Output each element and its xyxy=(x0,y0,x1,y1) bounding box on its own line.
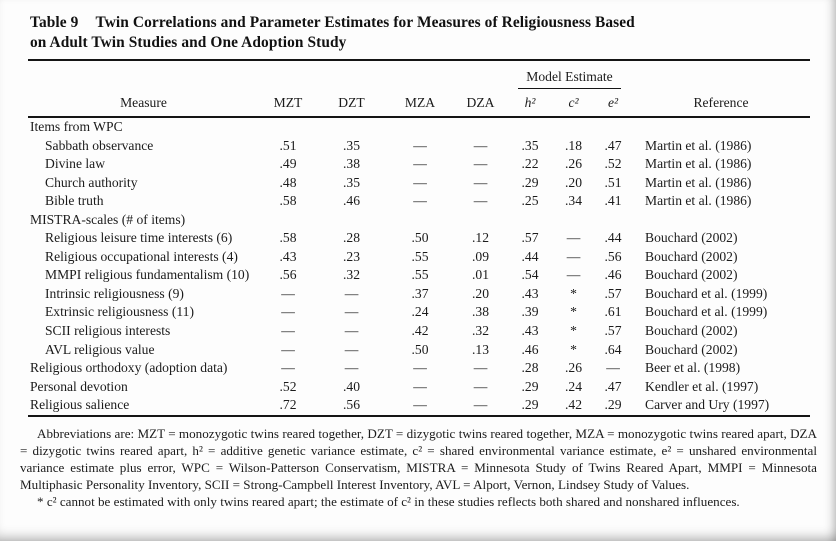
e2-cell: — xyxy=(606,360,620,376)
h2-cell: .44 xyxy=(521,248,539,264)
mzt-cell: — xyxy=(281,285,295,301)
e2-cell: .41 xyxy=(604,193,622,209)
c2-cell: .34 xyxy=(565,193,582,209)
reference-cell: Bouchard (2002) xyxy=(645,323,738,339)
dzt-cell: .38 xyxy=(343,156,360,172)
reference-cell: Martin et al. (1986) xyxy=(645,174,752,190)
c2-cell: * xyxy=(570,304,577,320)
dza-cell: .12 xyxy=(472,230,489,246)
dza-cell: — xyxy=(473,174,488,190)
reference-cell: Martin et al. (1986) xyxy=(645,156,752,172)
mzt-cell: — xyxy=(281,360,295,376)
table-section-row xyxy=(28,117,810,137)
e2-cell: .47 xyxy=(604,378,622,394)
mza-cell: .37 xyxy=(411,285,429,301)
mza-cell: .42 xyxy=(411,323,429,339)
e2-cell: .64 xyxy=(604,341,622,357)
c2-cell: * xyxy=(570,285,577,301)
mza-cell: — xyxy=(413,378,427,394)
h2-cell: .22 xyxy=(521,156,539,172)
dzt-cell: .35 xyxy=(343,174,360,190)
dzt-cell: — xyxy=(344,360,359,376)
table-row xyxy=(28,285,810,304)
table-header xyxy=(28,60,810,117)
measure-cell: AVL religious value xyxy=(45,341,155,357)
col-header-dzt: DZT xyxy=(338,94,365,110)
section-label: MISTRA-scales (# of items) xyxy=(30,211,186,227)
mzt-cell: .49 xyxy=(279,156,297,172)
table-title-line2: on Adult Twin Studies and One Adoption Study xyxy=(30,33,347,51)
e2-cell: .56 xyxy=(604,248,622,264)
table-body xyxy=(28,117,810,416)
col-header-mzt: MZT xyxy=(273,94,303,110)
column-header-row xyxy=(28,89,810,117)
dza-cell: .38 xyxy=(472,304,489,320)
dza-cell: .09 xyxy=(472,248,489,264)
col-header-dza: DZA xyxy=(466,94,495,110)
reference-cell: Bouchard et al. (1999) xyxy=(645,304,768,320)
reference-cell: Bouchard (2002) xyxy=(645,248,738,264)
dzt-cell: .28 xyxy=(343,230,360,246)
c2-cell: .26 xyxy=(565,156,582,172)
e2-cell: .61 xyxy=(604,304,622,320)
c2-cell: .20 xyxy=(565,174,582,190)
spanner-spacer xyxy=(632,60,810,89)
table-title xyxy=(30,13,635,52)
measure-cell: Bible truth xyxy=(45,193,104,209)
mzt-cell: — xyxy=(281,323,295,339)
h2-cell: .29 xyxy=(521,174,539,190)
c2-cell: .18 xyxy=(565,137,582,153)
table-row xyxy=(28,229,810,248)
measure-cell: SCII religious interests xyxy=(45,323,171,339)
col-header-reference: Reference xyxy=(693,94,749,110)
table-row xyxy=(28,174,810,193)
h2-cell: .29 xyxy=(521,378,539,394)
measure-cell: Personal devotion xyxy=(30,378,128,394)
table-row xyxy=(28,322,810,341)
h2-cell: .39 xyxy=(521,304,539,320)
mzt-cell: .56 xyxy=(279,267,297,283)
c2-cell: * xyxy=(570,323,577,339)
table-row xyxy=(28,396,810,416)
mzt-cell: .72 xyxy=(279,397,297,413)
mza-cell: — xyxy=(413,137,427,153)
mza-cell: — xyxy=(413,397,427,413)
asterisk-note: * c² cannot be estimated with only twins reared apart; the estimate of c² in these studies reflects both shared and nonshared influences. xyxy=(37,494,740,509)
col-header-h2: h² xyxy=(524,94,536,110)
h2-cell: .28 xyxy=(521,360,539,376)
e2-cell: .46 xyxy=(604,267,622,283)
dzt-cell: — xyxy=(344,341,359,357)
measure-cell: Religious orthodoxy (adoption data) xyxy=(30,360,228,376)
table-row xyxy=(28,155,810,174)
reference-cell: Beer et al. (1998) xyxy=(645,360,741,376)
mza-cell: .50 xyxy=(411,341,429,357)
dzt-cell: .40 xyxy=(343,378,360,394)
h2-cell: .43 xyxy=(521,285,539,301)
e2-cell: .51 xyxy=(604,174,622,190)
dzt-cell: .46 xyxy=(343,193,360,209)
dza-cell: .32 xyxy=(472,323,489,339)
h2-cell: .43 xyxy=(521,323,539,339)
table-title-line1 xyxy=(30,13,635,33)
reference-cell: Martin et al. (1986) xyxy=(645,193,752,209)
dza-cell: — xyxy=(473,397,488,413)
dza-cell: — xyxy=(473,156,488,172)
col-header-c2: c² xyxy=(568,94,579,110)
dzt-cell: — xyxy=(344,323,359,339)
dzt-cell: .56 xyxy=(343,397,360,413)
c2-cell: .42 xyxy=(565,397,582,413)
dzt-cell: — xyxy=(344,304,359,320)
table-row xyxy=(28,378,810,397)
reference-cell: Carver and Ury (1997) xyxy=(645,397,770,413)
e2-cell: .47 xyxy=(604,137,622,153)
h2-cell: .29 xyxy=(521,397,539,413)
twin-correlations-table xyxy=(28,59,810,417)
reference-cell: Bouchard (2002) xyxy=(645,341,738,357)
dzt-cell: .32 xyxy=(343,267,360,283)
e2-cell: .57 xyxy=(604,323,622,339)
dza-cell: — xyxy=(473,360,488,376)
dza-cell: — xyxy=(473,193,488,209)
mza-cell: .50 xyxy=(411,230,429,246)
e2-cell: .57 xyxy=(604,285,622,301)
mza-cell: — xyxy=(413,156,427,172)
measure-cell: Religious salience xyxy=(30,397,130,413)
mzt-cell: .52 xyxy=(279,378,297,394)
measure-cell: Sabbath observance xyxy=(45,137,154,153)
c2-cell: .26 xyxy=(565,360,582,376)
spanner-row xyxy=(28,60,810,89)
measure-cell: Religious leisure time interests (6) xyxy=(45,230,233,246)
dzt-cell: .35 xyxy=(343,137,360,153)
col-header-measure: Measure xyxy=(120,94,167,110)
mza-cell: .55 xyxy=(411,267,429,283)
table-number: Table 9 xyxy=(30,14,79,31)
table-row xyxy=(28,192,810,211)
mzt-cell: — xyxy=(281,304,295,320)
table-footnotes xyxy=(20,425,817,510)
section-label: Items from WPC xyxy=(30,119,123,134)
measure-cell: Intrinsic religiousness (9) xyxy=(45,285,184,301)
reference-cell: Kendler et al. (1997) xyxy=(645,378,759,394)
dza-cell: .13 xyxy=(472,341,489,357)
dza-cell: .20 xyxy=(472,285,489,301)
mzt-cell: .58 xyxy=(279,230,297,246)
mza-cell: .55 xyxy=(411,248,429,264)
table-title-text: Twin Correlations and Parameter Estimates for Measures of Religiousness Based xyxy=(95,14,635,31)
table-row xyxy=(28,266,810,285)
col-header-mza: MZA xyxy=(404,94,436,110)
mza-cell: — xyxy=(413,360,427,376)
h2-cell: .25 xyxy=(521,193,539,209)
mzt-cell: .48 xyxy=(279,174,297,190)
measure-cell: Church authority xyxy=(45,174,138,190)
measure-cell: Divine law xyxy=(45,156,106,172)
dza-cell: — xyxy=(473,378,488,394)
h2-cell: .57 xyxy=(521,230,539,246)
table-row xyxy=(28,137,810,156)
c2-cell: — xyxy=(566,230,581,246)
table-row xyxy=(28,303,810,322)
model-estimate-label: Model Estimate xyxy=(518,69,620,89)
c2-cell: — xyxy=(566,267,581,283)
mza-cell: — xyxy=(413,193,427,209)
mzt-cell: .51 xyxy=(279,137,297,153)
abbreviations-note: Abbreviations are: MZT = monozygotic twins reared together, DZT = dizygotic twins reared together, MZA = monozygotic twins reared apart, DZA = dizygotic twins reared apart, h² = additive genetic variance estimate, c² = shared environmental variance estimate, e² = unshared environmental variance estimate plus error, WPC = Wilson-Patterson Conservatism, MISTRA = Minnesota Study of Twins Reared Apart, MMPI = Minnesota Multiphasic Personality Inventory, SCII = Strong-Campbell Interest Inventory, AVL = Alport, Vernon, Lindsey Study of Values. xyxy=(20,426,817,492)
c2-cell: .24 xyxy=(565,378,582,394)
mza-cell: — xyxy=(413,174,427,190)
h2-cell: .54 xyxy=(521,267,539,283)
c2-cell: — xyxy=(566,248,581,264)
e2-cell: .29 xyxy=(604,397,622,413)
table-row xyxy=(28,359,810,378)
table-row xyxy=(28,341,810,360)
c2-cell: * xyxy=(570,341,577,357)
mza-cell: .24 xyxy=(411,304,429,320)
reference-cell: Bouchard et al. (1999) xyxy=(645,285,768,301)
reference-cell: Bouchard (2002) xyxy=(645,230,738,246)
table-row xyxy=(28,248,810,267)
h2-cell: .35 xyxy=(521,137,539,153)
dzt-cell: .23 xyxy=(343,248,360,264)
dza-cell: .01 xyxy=(472,267,489,283)
dzt-cell: — xyxy=(344,285,359,301)
dza-cell: — xyxy=(473,137,488,153)
mzt-cell: — xyxy=(281,341,295,357)
table-section-row xyxy=(28,211,810,230)
e2-cell: .44 xyxy=(604,230,622,246)
measure-cell: Extrinsic religiousness (11) xyxy=(45,304,195,320)
h2-cell: .46 xyxy=(521,341,539,357)
e2-cell: .52 xyxy=(604,156,622,172)
reference-cell: Bouchard (2002) xyxy=(645,267,738,283)
measure-cell: Religious occupational interests (4) xyxy=(45,248,238,264)
spanner-spacer xyxy=(28,60,507,89)
col-header-e2: e² xyxy=(607,94,619,110)
mzt-cell: .58 xyxy=(279,193,297,209)
model-estimate-spanner xyxy=(507,60,632,89)
mzt-cell: .43 xyxy=(279,248,297,264)
measure-cell: MMPI religious fundamentalism (10) xyxy=(45,267,250,283)
reference-cell: Martin et al. (1986) xyxy=(645,137,752,153)
